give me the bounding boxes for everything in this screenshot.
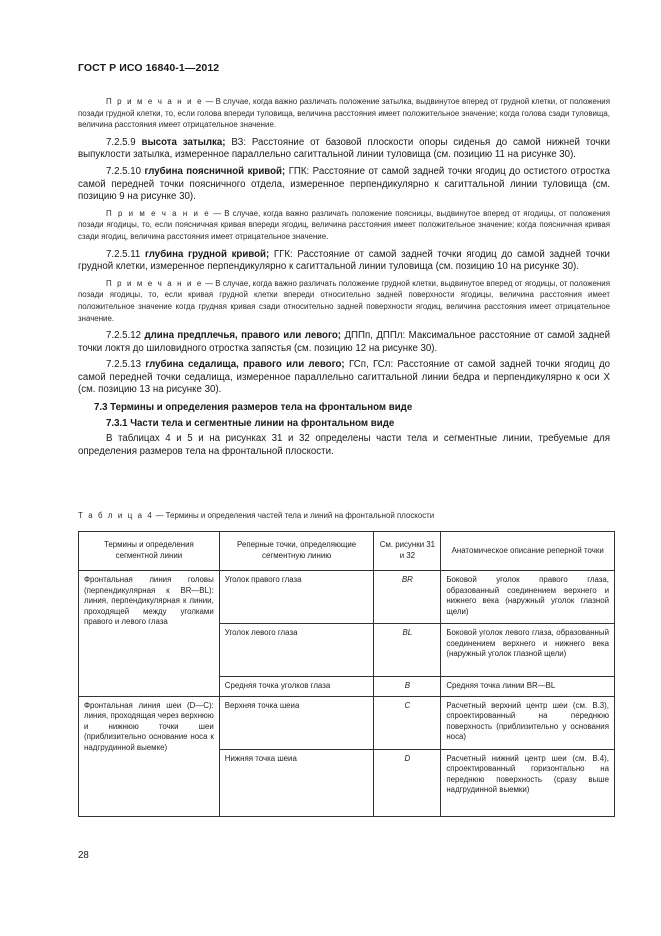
item-number: 7.2.5.12 xyxy=(106,330,142,342)
section-heading-7-3: 7.3 Термины и определения размеров тела на фронтальном виде xyxy=(94,402,413,414)
table-caption-text: — Термины и определения частей тела и линий на фронтальной плоскости xyxy=(155,511,435,520)
figure-ref-cell: C xyxy=(374,696,441,749)
term-cell-neck-line: Фронтальная линия шеи (D—C): линия, проходящая через верхнюю и нижнюю точки шеи (приблизительно основание носа к надгрудинной выемке) xyxy=(79,696,220,816)
note-label: П р и м е ч а н и е xyxy=(106,208,211,218)
standard-header: ГОСТ Р ИСО 16840-1—2012 xyxy=(78,62,220,74)
page-number: 28 xyxy=(78,850,89,861)
table-caption xyxy=(78,511,434,520)
point-cell: Уголок левого глаза xyxy=(219,624,374,677)
table-row xyxy=(79,696,615,749)
item-7-2-5-13 xyxy=(78,359,610,397)
figure-ref-cell: B xyxy=(374,677,441,697)
item-7-2-5-12 xyxy=(78,330,610,355)
item-text: ДППп, ДППл: Максимальное расстояние от самой задней точки локтя до шиловидного отростка запястья (см. позицию 12 на рисунке 30). xyxy=(78,330,610,354)
item-number: 7.2.5.11 xyxy=(106,248,141,260)
description-cell: Средняя точка линии BR—BL xyxy=(441,677,615,697)
table-header-row xyxy=(79,532,615,571)
note-occiput xyxy=(78,96,610,131)
item-term: глубина поясничной кривой; xyxy=(144,165,286,177)
figure-ref-cell: BR xyxy=(374,571,441,624)
item-number: 7.2.5.9 xyxy=(106,136,136,148)
point-cell: Уголок правого глаза xyxy=(219,571,374,624)
point-cell: Верхняя точка шеиа xyxy=(219,696,374,749)
description-cell: Расчетный нижний центр шеи (см. В.4), спроектированный горизонтально на переднюю поверхность (сразу выше надгрудинной выемки) xyxy=(441,749,615,816)
item-7-2-5-9 xyxy=(78,137,610,162)
item-text: ГГК: Расстояние от самой задней точки ягодиц до самой задней точки грудной клетки, измеренное перпендикулярно к сагиттальной линии туловища (см. позицию 10 на рисунке 30). xyxy=(78,248,610,273)
item-7-2-5-11 xyxy=(78,249,610,274)
note-text: — В случае, когда важно различать положение затылка, выдвинутое вперед от грудной клетки, от положения позади грудной клетки, то, если голова впереди туловища, величина расстояния имеет положительное значение; когда голова сзади туловища, величина расстояния имеет отрицательное значение. xyxy=(78,97,610,130)
description-cell: Расчетный верхний центр шеи (см. В.3), спроектированный на переднюю поверхность (приблизительно у основания носа) xyxy=(441,696,615,749)
section-heading-7-3-1: 7.3.1 Части тела и сегментные линии на фронтальном виде xyxy=(106,418,395,430)
note-label: П р и м е ч а н и е xyxy=(106,97,204,106)
description-cell: Боковой уголок левого глаза, образованный соединением верхнего и нижнего века (наружный уголок глазной щели) xyxy=(441,624,615,677)
point-cell: Нижняя точка шеиа xyxy=(219,749,374,816)
figure-ref-cell: BL xyxy=(374,624,441,677)
intro-paragraph: В таблицах 4 и 5 и на рисунках 31 и 32 определены части тела и сегментные линии, требуемые для определения размеров тела на фронтальной плоскости. xyxy=(78,433,610,457)
header-cell: См. рисунки 31 и 32 xyxy=(374,532,441,571)
item-text: ВЗ: Расстояние от базовой плоскости опоры сиденья до самой нижней точки выпуклости затылка, измеренное параллельно сагиттальной линии туловища (см. позицию 11 на рисунке 30). xyxy=(78,136,610,161)
table-4 xyxy=(78,531,615,817)
note-text: — В случае, когда важно различать положение грудной клетки, выдвинутое вперед от ягодицы, от положения позади ягодицы, то, если кривая грудной клетки впереди относительно задней поверхности ягодицы, величина расстояния имеет положительное значение когда грудная кривая сзади относительно задней поверхности ягодиц, величина расстояния имеет отрицательное значение. xyxy=(78,278,610,323)
note-lumbar xyxy=(78,208,610,243)
item-term: высота затылка; xyxy=(141,136,226,148)
figure-ref-cell: D xyxy=(374,749,441,816)
item-number: 7.2.5.13 xyxy=(106,359,142,371)
table-row xyxy=(79,571,615,624)
item-term: глубина грудной кривой; xyxy=(144,248,270,260)
note-thoracic xyxy=(78,278,610,324)
item-text: ГСп, ГСл: Расстояние от самой задней точки ягодиц до самой передней точки седалища, измеренное параллельно сагиттальной линии бедра и перпендикулярно к оси X (см. позицию 13 на рисунке 30). xyxy=(78,359,610,396)
note-text: — В случае, когда важно различать положение поясницы, выдвинутое вперед от ягодицы, от положения позади ягодицы, то, если поясничная кривая впереди ягодиц, величина расстояния имеет положительное значение; когда поясничная кривая сзади ягодиц, величина расстояния имеет отрицательное значение. xyxy=(78,208,610,241)
table-caption-label: Т а б л и ц а 4 xyxy=(78,511,154,520)
header-cell: Анатомическое описание реперной точки xyxy=(441,532,615,571)
item-7-2-5-10 xyxy=(78,166,610,204)
description-cell: Боковой уголок правого глаза, образованный соединением верхнего и нижнего века (наружный уголок глазной щели) xyxy=(441,571,615,624)
note-label: П р и м е ч а н и е xyxy=(106,278,203,288)
point-cell: Средняя точка уголков глаза xyxy=(219,677,374,697)
item-text: ГПК: Расстояние от самой задней точки ягодиц до остистого отростка самой передней точки поясничного отдела, измеренное перпендикулярно к сагиттальной линии туловища (см. позицию 9 на рисунке 30). xyxy=(78,165,610,203)
term-cell-head-line: Фронтальная линия головы (перпендикулярная к BR—BL): линия, перпендикулярная к линии, проходящей между уголками правого и левого глаза xyxy=(79,571,220,697)
header-cell: Термины и определения сегментной линии xyxy=(79,532,220,571)
header-cell: Реперные точки, определяющие сегментную линию xyxy=(219,532,374,571)
item-term: глубина седалища, правого или левого; xyxy=(145,359,345,371)
main-text xyxy=(78,96,610,462)
item-term: длина предплечья, правого или левого; xyxy=(144,330,342,342)
item-number: 7.2.5.10 xyxy=(106,165,142,177)
